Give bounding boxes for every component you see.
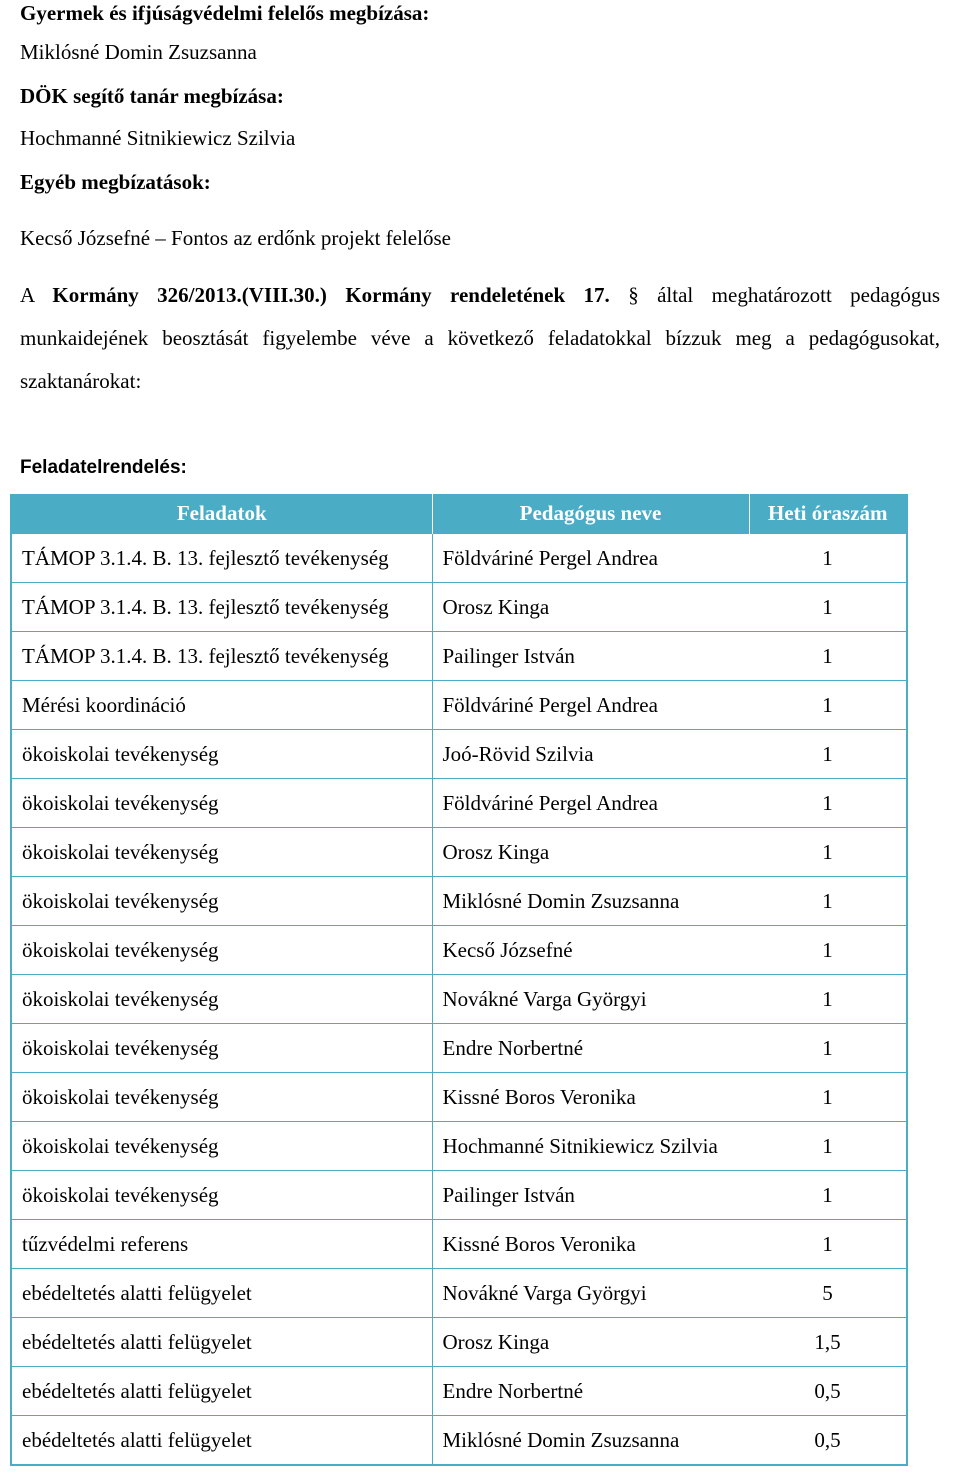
table-row <box>11 1367 907 1416</box>
table-row <box>11 926 907 975</box>
hours-cell: 1 <box>749 779 907 828</box>
table-row <box>11 632 907 681</box>
paragraph-text: által meghatározott pedagógus munkaidejének beosztását figyelembe véve a következő feladatokkal bízzuk meg a pedagógusokat, szaktanárokat: <box>20 283 940 393</box>
teacher-cell: Orosz Kinga <box>432 583 749 632</box>
task-cell: ökoiskolai tevékenység <box>11 926 432 975</box>
hours-cell: 0,5 <box>749 1416 907 1466</box>
name-child-protection: Miklósné Domin Zsuzsanna <box>20 40 257 64</box>
hours-cell: 5 <box>749 1269 907 1318</box>
task-cell: tűzvédelmi referens <box>11 1220 432 1269</box>
task-cell: ebédeltetés alatti felügyelet <box>11 1269 432 1318</box>
table-row <box>11 681 907 730</box>
header-teacher-name: Pedagógus neve <box>432 494 749 534</box>
task-cell: ebédeltetés alatti felügyelet <box>11 1416 432 1466</box>
table-row <box>11 1171 907 1220</box>
hours-cell: 1 <box>749 534 907 583</box>
task-cell: TÁMOP 3.1.4. B. 13. fejlesztő tevékenység <box>11 534 432 583</box>
task-cell: ökoiskolai tevékenység <box>11 730 432 779</box>
table-row <box>11 583 907 632</box>
table-row <box>11 1073 907 1122</box>
teacher-cell: Földváriné Pergel Andrea <box>432 681 749 730</box>
table-body <box>11 534 907 1466</box>
task-table <box>10 494 908 1466</box>
task-cell: ökoiskolai tevékenység <box>11 1024 432 1073</box>
task-cell: ebédeltetés alatti felügyelet <box>11 1318 432 1367</box>
hours-cell: 1 <box>749 877 907 926</box>
task-cell: Mérési koordináció <box>11 681 432 730</box>
section-title: Feladatelrendelés: <box>20 457 187 478</box>
teacher-cell: Miklósné Domin Zsuzsanna <box>432 877 749 926</box>
hours-cell: 1 <box>749 926 907 975</box>
table-row <box>11 1122 907 1171</box>
task-cell: ebédeltetés alatti felügyelet <box>11 1367 432 1416</box>
table-row <box>11 1220 907 1269</box>
name-other-assignments: Kecső Józsefné – Fontos az erdőnk projekt felelőse <box>20 226 451 250</box>
task-cell: ökoiskolai tevékenység <box>11 779 432 828</box>
heading-student-council: DÖK segítő tanár megbízása: <box>20 84 284 108</box>
task-cell: ökoiskolai tevékenység <box>11 1122 432 1171</box>
task-cell: ökoiskolai tevékenység <box>11 877 432 926</box>
teacher-cell: Földváriné Pergel Andrea <box>432 779 749 828</box>
table-row <box>11 779 907 828</box>
hours-cell: 1 <box>749 1220 907 1269</box>
task-cell: ökoiskolai tevékenység <box>11 828 432 877</box>
task-cell: ökoiskolai tevékenység <box>11 1073 432 1122</box>
hours-cell: 1 <box>749 632 907 681</box>
table-row <box>11 1269 907 1318</box>
teacher-cell: Pailinger István <box>432 1171 749 1220</box>
table-header-row <box>11 494 907 534</box>
paragraph-prefix: A <box>20 283 53 307</box>
table-row <box>11 975 907 1024</box>
section-symbol: § <box>628 283 639 307</box>
task-cell: ökoiskolai tevékenység <box>11 1171 432 1220</box>
hours-cell: 1 <box>749 1171 907 1220</box>
table-row <box>11 1416 907 1466</box>
hours-cell: 1 <box>749 1024 907 1073</box>
task-cell: ökoiskolai tevékenység <box>11 975 432 1024</box>
task-cell: TÁMOP 3.1.4. B. 13. fejlesztő tevékenység <box>11 583 432 632</box>
table-row <box>11 1024 907 1073</box>
teacher-cell: Endre Norbertné <box>432 1367 749 1416</box>
table-row <box>11 1318 907 1367</box>
regulation-reference: Kormány 326/2013.(VIII.30.) Kormány rendeletének 17. <box>52 283 610 307</box>
teacher-cell: Kissné Boros Veronika <box>432 1220 749 1269</box>
name-student-council: Hochmanné Sitnikiewicz Szilvia <box>20 126 296 150</box>
teacher-cell: Kecső Józsefné <box>432 926 749 975</box>
teacher-cell: Orosz Kinga <box>432 828 749 877</box>
hours-cell: 1 <box>749 730 907 779</box>
task-cell: TÁMOP 3.1.4. B. 13. fejlesztő tevékenység <box>11 632 432 681</box>
table-row <box>11 877 907 926</box>
table-row <box>11 730 907 779</box>
hours-cell: 1 <box>749 1122 907 1171</box>
heading-other-assignments: Egyéb megbízatások: <box>20 170 211 194</box>
regulation-paragraph <box>20 274 940 403</box>
header-weekly-hours: Heti óraszám <box>749 494 907 534</box>
teacher-cell: Földváriné Pergel Andrea <box>432 534 749 583</box>
teacher-cell: Pailinger István <box>432 632 749 681</box>
hours-cell: 1 <box>749 975 907 1024</box>
header-tasks: Feladatok <box>11 494 432 534</box>
teacher-cell: Endre Norbertné <box>432 1024 749 1073</box>
table-row <box>11 534 907 583</box>
hours-cell: 1,5 <box>749 1318 907 1367</box>
teacher-cell: Kissné Boros Veronika <box>432 1073 749 1122</box>
table-row <box>11 828 907 877</box>
hours-cell: 0,5 <box>749 1367 907 1416</box>
teacher-cell: Orosz Kinga <box>432 1318 749 1367</box>
teacher-cell: Novákné Varga Györgyi <box>432 1269 749 1318</box>
teacher-cell: Hochmanné Sitnikiewicz Szilvia <box>432 1122 749 1171</box>
hours-cell: 1 <box>749 1073 907 1122</box>
hours-cell: 1 <box>749 828 907 877</box>
hours-cell: 1 <box>749 681 907 730</box>
heading-child-protection: Gyermek és ifjúságvédelmi felelős megbízása: <box>20 1 430 25</box>
teacher-cell: Miklósné Domin Zsuzsanna <box>432 1416 749 1466</box>
hours-cell: 1 <box>749 583 907 632</box>
teacher-cell: Joó-Rövid Szilvia <box>432 730 749 779</box>
teacher-cell: Novákné Varga Györgyi <box>432 975 749 1024</box>
